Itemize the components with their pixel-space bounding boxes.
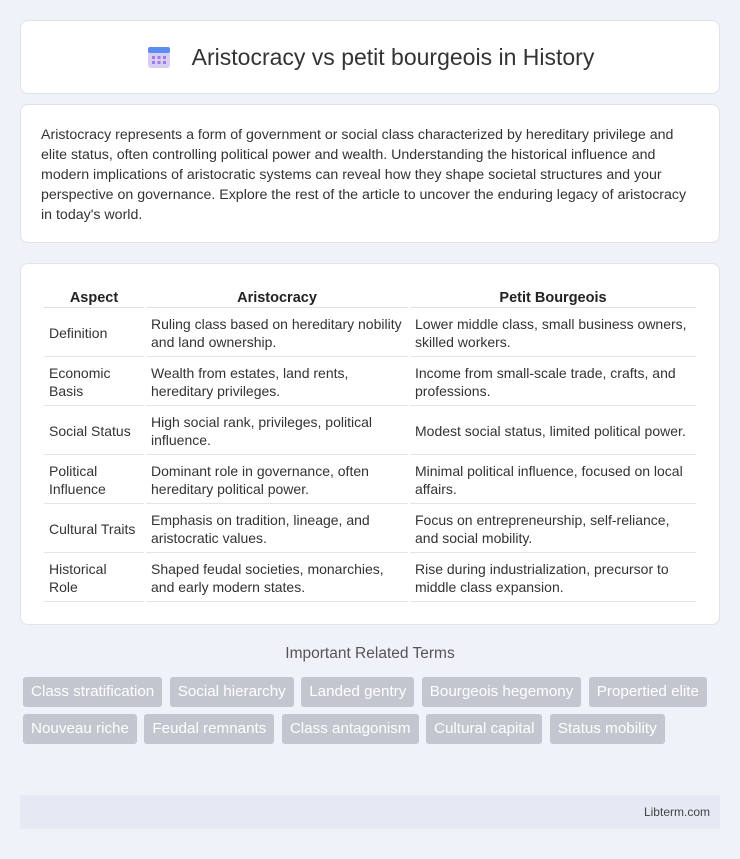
cell-aristocracy: Dominant role in governance, often hereditary political power. <box>146 457 408 504</box>
cell-petit-bourgeois: Modest social status, limited political power. <box>410 408 696 455</box>
intro-card <box>20 104 720 243</box>
related-term-tag[interactable]: Landed gentry <box>301 677 414 707</box>
cell-aspect: Social Status <box>44 408 144 455</box>
cell-aspect: Cultural Traits <box>44 506 144 553</box>
related-term-tag[interactable]: Feudal remnants <box>144 714 274 744</box>
cell-aspect: Definition <box>44 310 144 357</box>
cell-petit-bourgeois: Lower middle class, small business owners, skilled workers. <box>410 310 696 357</box>
title-card <box>20 20 720 94</box>
related-term-tag[interactable]: Cultural capital <box>426 714 542 744</box>
related-terms-title: Important Related Terms <box>285 645 455 662</box>
table-row <box>44 359 696 406</box>
cell-aspect: Political Influence <box>44 457 144 504</box>
cell-petit-bourgeois: Income from small-scale trade, crafts, and professions. <box>410 359 696 406</box>
header-aspect: Aspect <box>44 286 144 308</box>
cell-aristocracy: Shaped feudal societies, monarchies, and early modern states. <box>146 555 408 602</box>
cell-aspect: Economic Basis <box>44 359 144 406</box>
cell-aristocracy: Wealth from estates, land rents, hereditary privileges. <box>146 359 408 406</box>
cell-aristocracy: Emphasis on tradition, lineage, and aristocratic values. <box>146 506 408 553</box>
cell-aristocracy: High social rank, privileges, political influence. <box>146 408 408 455</box>
related-term-tag[interactable]: Class antagonism <box>282 714 419 744</box>
cell-aristocracy: Ruling class based on hereditary nobility and land ownership. <box>146 310 408 357</box>
cell-petit-bourgeois: Rise during industrialization, precursor to middle class expansion. <box>410 555 696 602</box>
cell-aspect: Historical Role <box>44 555 144 602</box>
table-row <box>44 555 696 602</box>
table-row <box>44 457 696 504</box>
table-row <box>44 408 696 455</box>
header-aristocracy: Aristocracy <box>146 286 408 308</box>
table-row <box>44 310 696 357</box>
related-terms-list <box>23 677 723 751</box>
intro-text: Aristocracy represents a form of government or social class characterized by hereditary privilege and elite status, often controlling political power and wealth. Understanding the historical influence and modern implications of aristocratic systems can reveal how they shape societal structures and your perspective on governance. Explore the rest of the article to uncover the enduring legacy of aristocracy in today's world. <box>41 127 687 223</box>
header-petit-bourgeois: Petit Bourgeois <box>410 286 696 308</box>
table-row <box>44 506 696 553</box>
comparison-table <box>42 284 698 604</box>
related-term-tag[interactable]: Class stratification <box>23 677 162 707</box>
related-term-tag[interactable]: Nouveau riche <box>23 714 137 744</box>
cell-petit-bourgeois: Minimal political influence, focused on local affairs. <box>410 457 696 504</box>
related-term-tag[interactable]: Status mobility <box>550 714 665 744</box>
page-title: Aristocracy vs petit bourgeois in History <box>191 43 595 70</box>
table-header-row <box>44 286 696 308</box>
calendar-icon <box>146 44 172 70</box>
related-term-tag[interactable]: Social hierarchy <box>170 677 294 707</box>
footer-brand-link[interactable]: Libterm.com <box>643 805 710 819</box>
comparison-table-card <box>20 263 720 625</box>
related-term-tag[interactable]: Bourgeois hegemony <box>422 677 582 707</box>
related-term-tag[interactable]: Propertied elite <box>589 677 707 707</box>
cell-petit-bourgeois: Focus on entrepreneurship, self-reliance, and social mobility. <box>410 506 696 553</box>
footer <box>20 795 720 829</box>
